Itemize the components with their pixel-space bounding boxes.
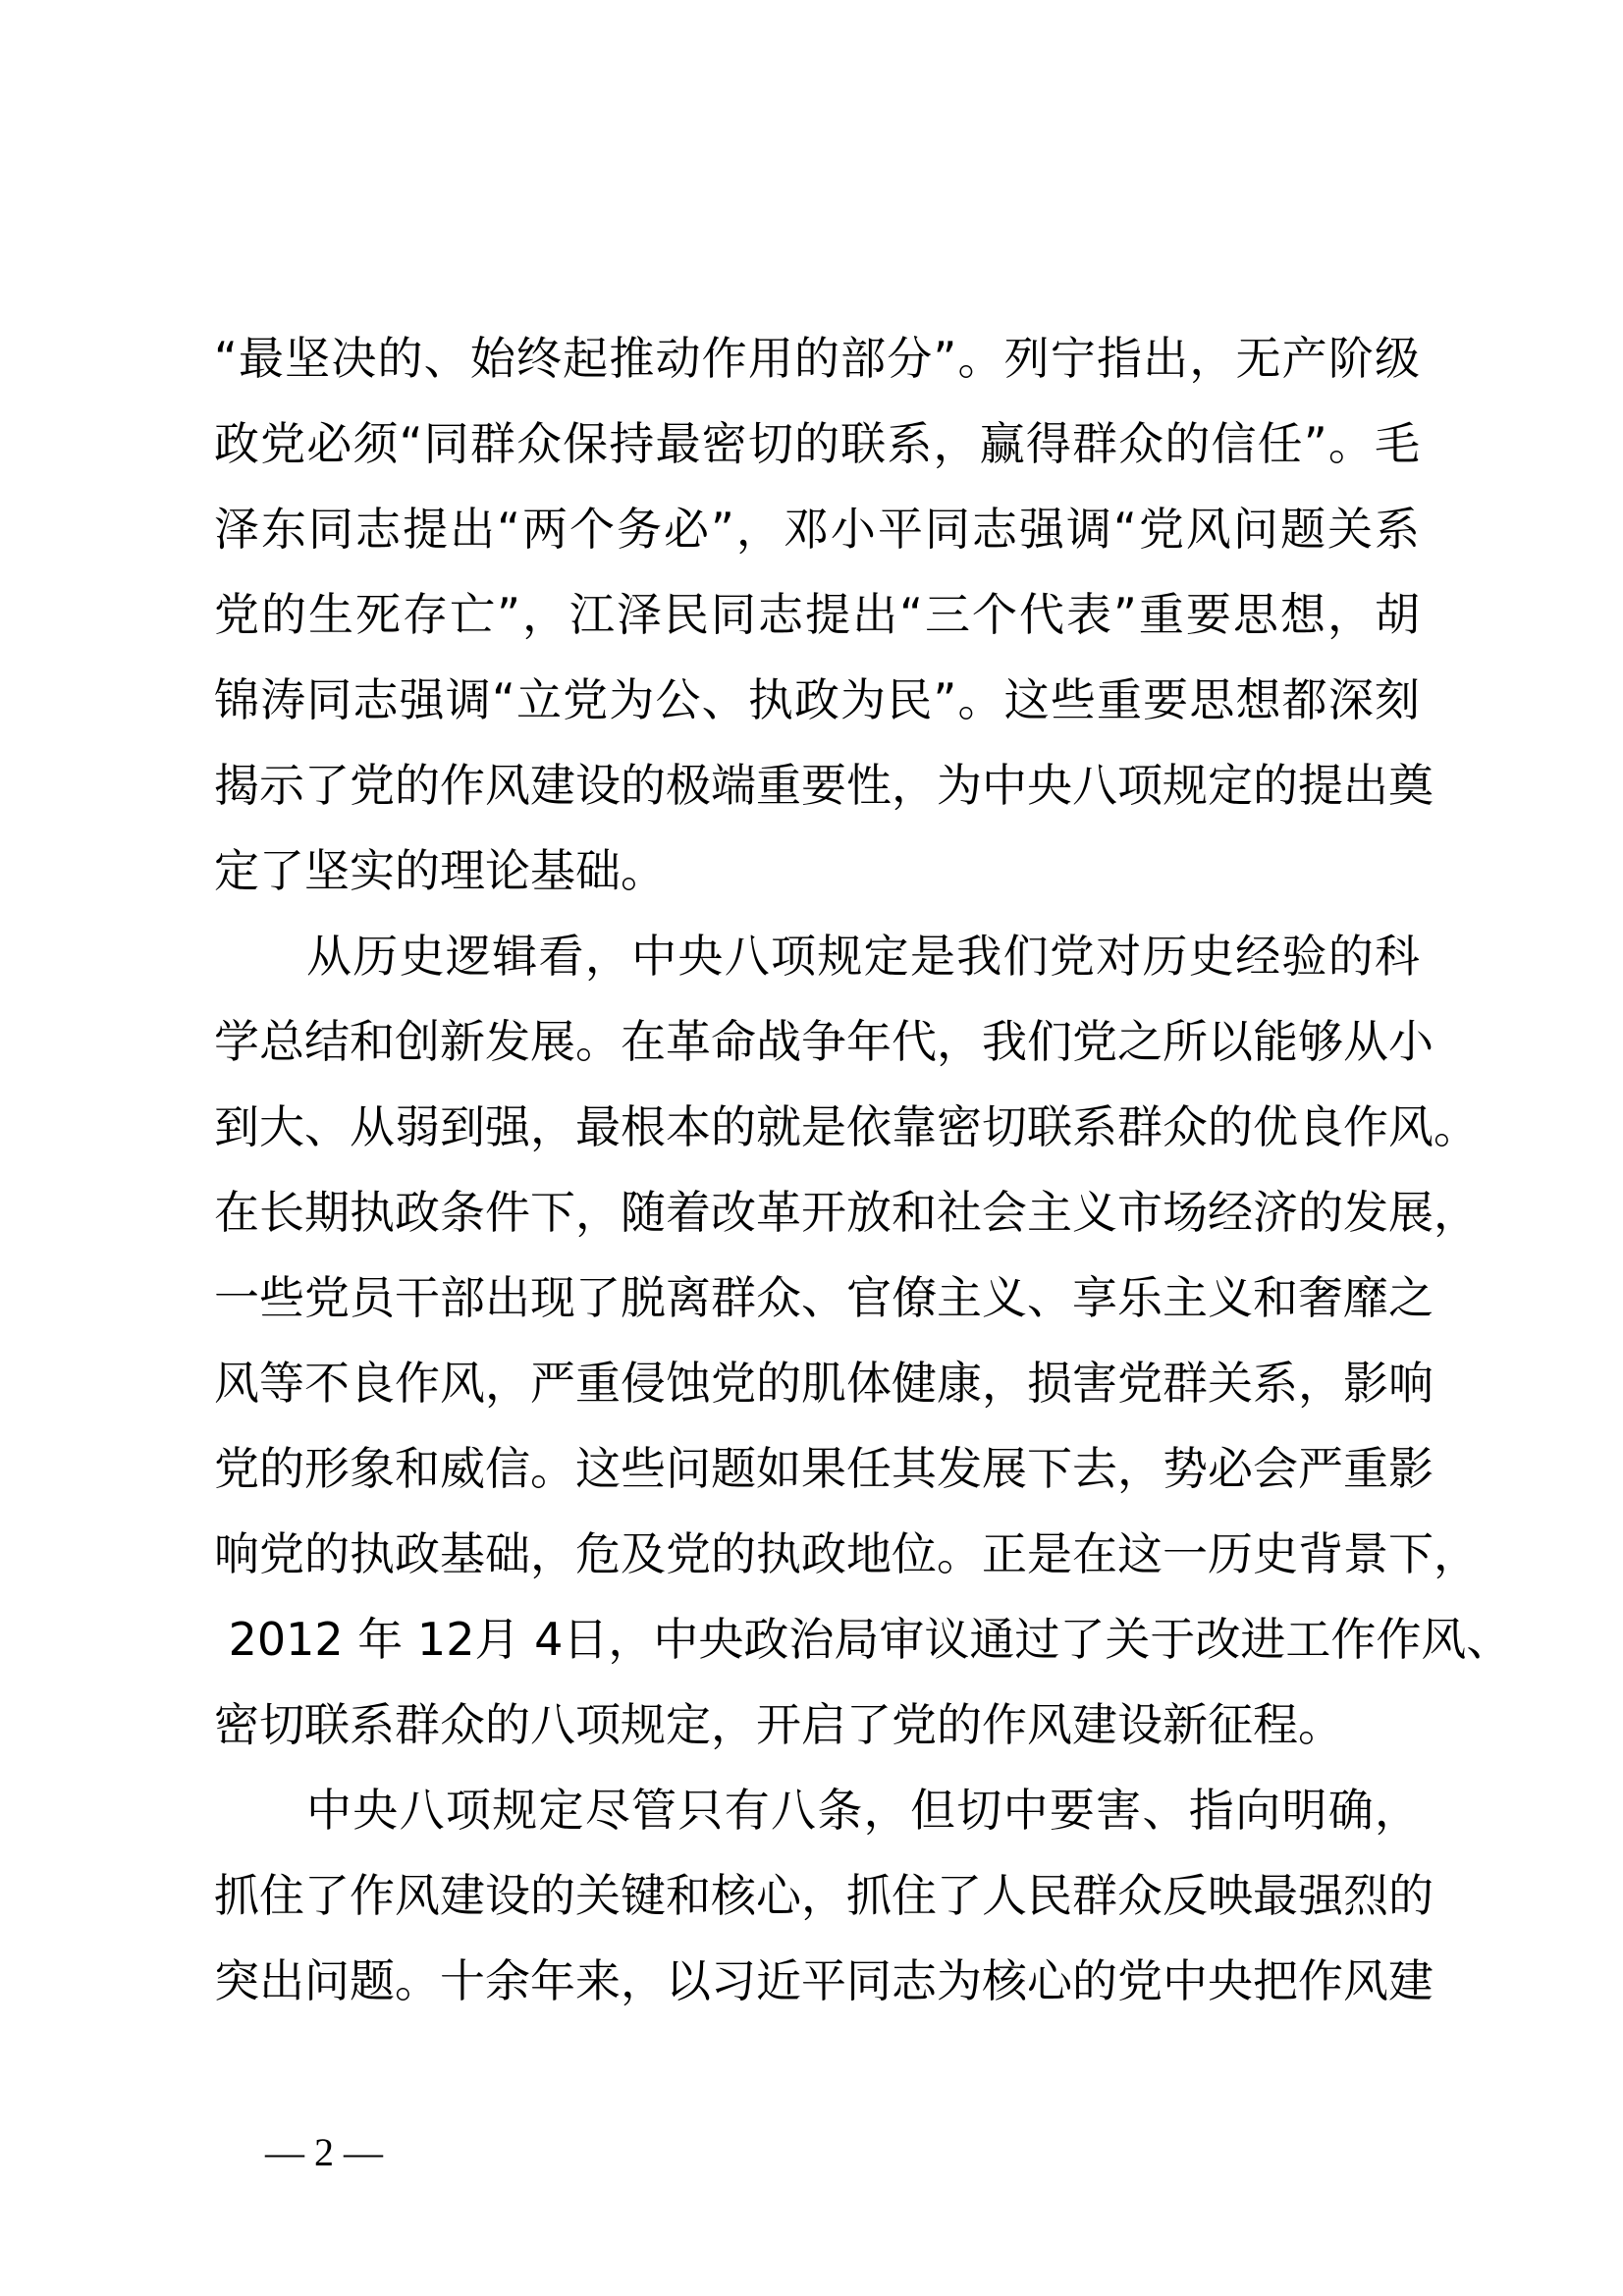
text-line: 揭示了党的作风建设的极端重要性，为中央八项规定的提出奠 [214,759,1434,812]
text-line: 风等不良作风，严重侵蚀党的肌体健康，损害党群关系，影响 [214,1357,1434,1410]
text-line: 到大、从弱到强，最根本的就是依靠密切联系群众的优良作风。 [214,1100,1479,1153]
text-line: 一些党员干部出现了脱离群众、官僚主义、享乐主义和奢靡之 [214,1271,1434,1324]
text-line: 2012 年 12月 4日，中央政治局审议通过了关于改进工作作风、 [214,1613,1512,1666]
text-line: 突出问题。十余年来，以习近平同志为核心的党中央把作风建 [214,1954,1434,2007]
paragraph-start-line: 从历史逻辑看，中央八项规定是我们党对历史经验的科 [306,930,1420,983]
text-line: “最坚决的、始终起推动作用的部分”。列宁指出，无产阶级 [214,332,1420,385]
text-line: 党的形象和威信。这些问题如果任其发展下去，势必会严重影 [214,1442,1434,1495]
text-line: 定了坚实的理论基础。 [214,844,666,897]
page-number: — 2 — [265,2130,383,2174]
text-line: 政党必须“同群众保持最密切的联系，赢得群众的信任”。毛 [214,417,1420,470]
text-line: 抓住了作风建设的关键和核心，抓住了人民群众反映最强烈的 [214,1869,1434,1922]
paragraph-start-line: 中央八项规定尽管只有八条，但切中要害、指向明确， [306,1784,1420,1837]
text-line: 在长期执政条件下，随着改革开放和社会主义市场经济的发展， [214,1186,1479,1239]
text-line: 党的生死存亡”，江泽民同志提出“三个代表”重要思想，胡 [214,588,1420,641]
text-line: 学总结和创新发展。在革命战争年代，我们党之所以能够从小 [214,1015,1434,1068]
text-line: 泽东同志提出“两个务必”，邓小平同志强调“党风问题关系 [214,503,1420,556]
text-line: 锦涛同志强调“立党为公、执政为民”。这些重要思想都深刻 [214,673,1420,726]
text-line: 响党的执政基础，危及党的执政地位。正是在这一历史背景下， [214,1527,1479,1580]
text-line: 密切联系群众的八项规定，开启了党的作风建设新征程。 [214,1698,1343,1751]
